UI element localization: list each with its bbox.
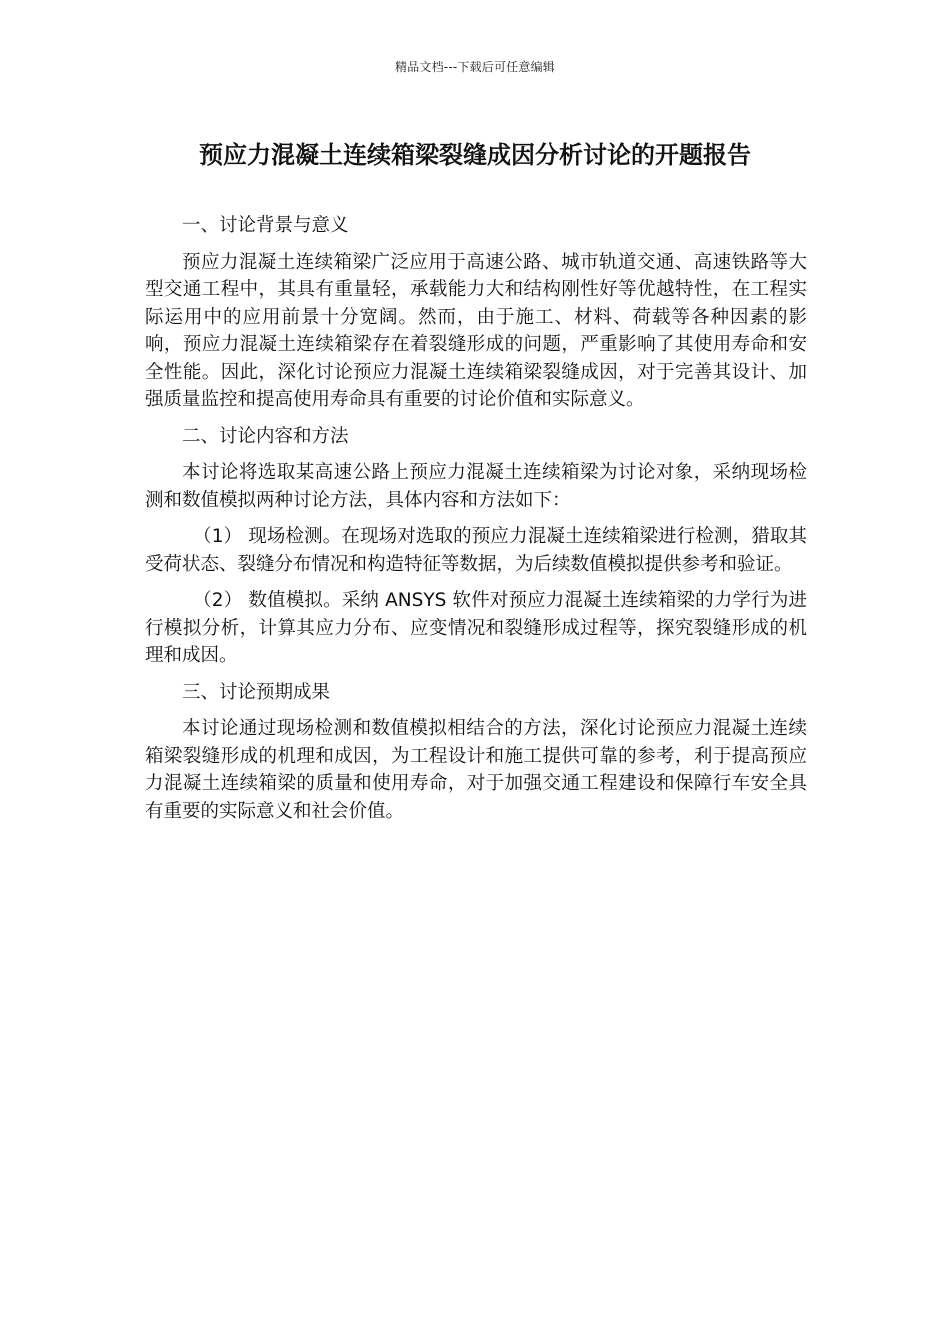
section-heading-background: 一、讨论背景与意义	[182, 215, 349, 236]
section-heading-expected-results: 三、讨论预期成果	[182, 681, 331, 703]
paragraph-expected-results: 本讨论通过现场检测和数值模拟相结合的方法，深化讨论预应力混凝土连续箱梁裂缝形成的机理和成因，为工程设计和施工提供可靠的参考，利于提高预应力混凝土连续箱梁的质量和使用寿命，对于加强交通工程建设和保障行车安全具有重要的实际意义和社会价值。	[145, 718, 807, 822]
paragraph-methods-intro: 本讨论将选取某高速公路上预应力混凝土连续箱梁为讨论对象，采纳现场检测和数值模拟两种讨论方法，具体内容和方法如下：	[145, 462, 807, 511]
page-header: 精品文档---下载后可任意编辑	[395, 60, 555, 74]
section-heading-content-methods: 二、讨论内容和方法	[182, 425, 349, 447]
list-item-numerical-simulation: （2） 数值模拟。采纳 ANSYS 软件对预应力混凝土连续箱梁的力学行为进行模拟分析，计算其应力分布、应变情况和裂缝形成过程等，探究裂缝形成的机理和成因。	[145, 590, 807, 666]
list-item-field-inspection: （1） 现场检测。在现场对选取的预应力混凝土连续箱梁进行检测，猎取其受荷状态、裂缝分布情况和构造特征等数据，为后续数值模拟提供参考和验证。	[145, 526, 807, 575]
paragraph-background: 预应力混凝土连续箱梁广泛应用于高速公路、城市轨道交通、高速铁路等大型交通工程中，其具有重量轻，承载能力大和结构刚性好等优越特性，在工程实际运用中的应用前景十分宽阔。然而，由于施工、材料、荷载等各种因素的影响，预应力混凝土连续箱梁存在着裂缝形成的问题，严重影响了其使用寿命和安全性能。因此，深化讨论预应力混凝土连续箱梁裂缝成因，对于完善其设计、加强质量监控和提高使用寿命具有重要的讨论价值和实际意义。	[145, 251, 807, 410]
document-body	[145, 212, 807, 834]
document-title: 预应力混凝土连续箱梁裂缝成因分析讨论的开题报告	[199, 141, 751, 169]
